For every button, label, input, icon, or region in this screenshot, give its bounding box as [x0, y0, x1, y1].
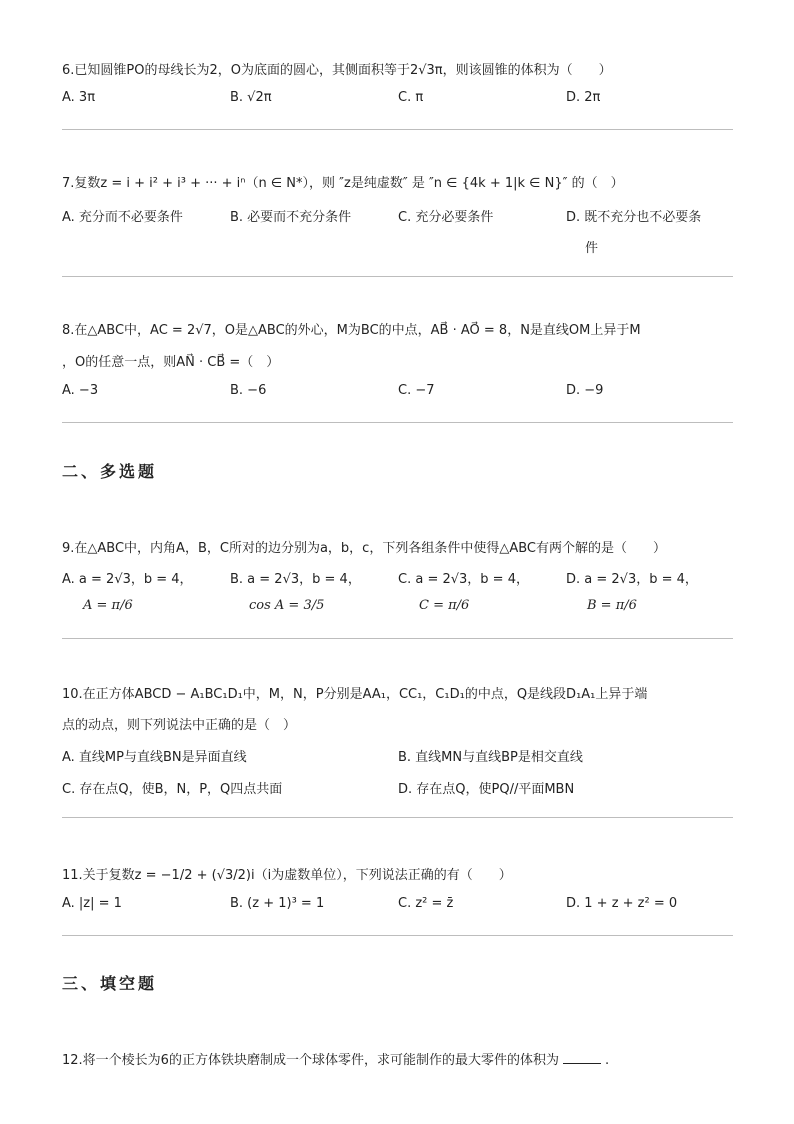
- divider: [62, 276, 733, 277]
- q11-stem: 11.关于复数z = −1/2 + (√3/2)i（i为虚数单位），下列说法正确的有（ ）: [62, 868, 512, 883]
- q7-stem: 7.复数z = i + i² + i³ + ··· + iⁿ（n ∈ N*），则 ″z是纯虚数″ 是 ″n ∈ {4k + 1|k ∈ N}″ 的（ ）: [62, 176, 624, 191]
- q9-option-c-condition: C = π/6: [419, 598, 470, 613]
- q9-stem: 9.在△ABC中，内角A，B，C所对的边分别为a，b，c，下列各组条件中使得△ABC有两个解的是（ ）: [62, 541, 666, 556]
- q12-tail: .: [604, 1053, 610, 1068]
- q10-option-c[interactable]: C. 存在点Q，使B，N，P，Q四点共面: [62, 782, 283, 797]
- q8-option-a[interactable]: A. −3: [62, 383, 99, 398]
- q10-stem-line2: 点的动点，则下列说法中正确的是（ ）: [62, 718, 297, 733]
- q7-option-c[interactable]: C. 充分必要条件: [398, 210, 494, 225]
- q7-option-b[interactable]: B. 必要而不充分条件: [230, 210, 352, 225]
- q10-option-b[interactable]: B. 直线MN与直线BP是相交直线: [398, 750, 583, 765]
- q9-option-c[interactable]: C. a = 2√3，b = 4，: [398, 572, 529, 587]
- q11-option-a[interactable]: A. |z| = 1: [62, 896, 122, 911]
- divider: [62, 422, 733, 423]
- q6-option-a[interactable]: A. 3π: [62, 90, 96, 105]
- section-heading-multiple-choice: 二、多选题: [62, 462, 158, 481]
- divider: [62, 129, 733, 130]
- q10-stem-line1: 10.在正方体ABCD − A₁BC₁D₁中，M，N，P分别是AA₁，CC₁，C₁D₁的中点，Q是线段D₁A₁上异于端: [62, 687, 648, 702]
- q9-option-a[interactable]: A. a = 2√3，b = 4，: [62, 572, 193, 587]
- section-heading-fill-in: 三、填空题: [62, 974, 158, 993]
- q8-option-b[interactable]: B. −6: [230, 383, 267, 398]
- q8-option-d[interactable]: D. −9: [566, 383, 604, 398]
- q12-stem: [62, 1049, 609, 1068]
- q11-option-c[interactable]: C. z² = z̄: [398, 896, 454, 911]
- q8-stem-line2: ，O的任意一点，则AN⃗ · CB⃗ =（ ）: [62, 355, 280, 370]
- q10-option-d[interactable]: D. 存在点Q，使PQ//平面MBN: [398, 782, 575, 797]
- q7-option-a[interactable]: A. 充分而不必要条件: [62, 210, 183, 225]
- q9-option-d-condition: B = π/6: [587, 598, 637, 613]
- divider: [62, 638, 733, 639]
- q6-option-b[interactable]: B. √2π: [230, 90, 272, 105]
- q11-option-b[interactable]: B. (z + 1)³ = 1: [230, 896, 325, 911]
- q9-option-b[interactable]: B. a = 2√3，b = 4，: [230, 572, 361, 587]
- divider: [62, 935, 733, 936]
- q7-option-d-wrap: 件: [585, 241, 599, 256]
- q6-option-d[interactable]: D. 2π: [566, 90, 601, 105]
- q9-option-d[interactable]: D. a = 2√3，b = 4，: [566, 572, 698, 587]
- q9-option-b-condition: cos A = 3/5: [249, 598, 325, 613]
- q10-option-a[interactable]: A. 直线MP与直线BN是异面直线: [62, 750, 247, 765]
- q12-answer-blank[interactable]: [563, 1051, 601, 1064]
- q12-text: 12.将一个棱长为6的正方体铁块磨制成一个球体零件，求可能制作的最大零件的体积为: [62, 1053, 559, 1068]
- q8-option-c[interactable]: C. −7: [398, 383, 435, 398]
- q6-option-c[interactable]: C. π: [398, 90, 424, 105]
- q6-stem: 6.已知圆锥PO的母线长为2，O为底面的圆心，其侧面积等于2√3π，则该圆锥的体积为（ ）: [62, 63, 612, 78]
- divider: [62, 817, 733, 818]
- q9-option-a-condition: A = π/6: [83, 598, 133, 613]
- q11-option-d[interactable]: D. 1 + z + z² = 0: [566, 896, 678, 911]
- q7-option-d[interactable]: D. 既不充分也不必要条: [566, 210, 702, 225]
- q8-stem-line1: 8.在△ABC中，AC = 2√7，O是△ABC的外心，M为BC的中点，AB⃗ · AO⃗ = 8，N是直线OM上异于M: [62, 323, 641, 338]
